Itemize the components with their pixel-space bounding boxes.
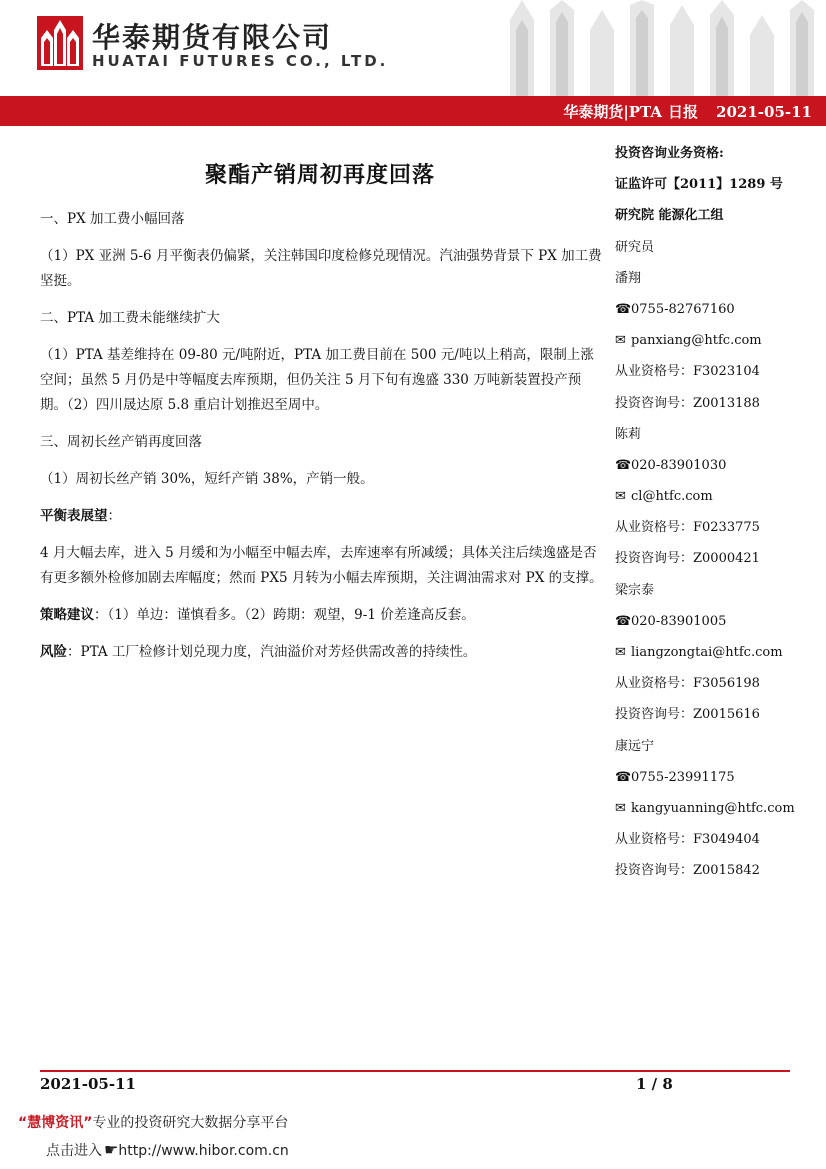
analyst-cert: 从业资格号：F0233775 xyxy=(615,520,760,536)
phone-number: 0755-82767160 xyxy=(631,301,735,317)
envelope-icon: ✉ xyxy=(615,800,626,816)
analyst-phone xyxy=(615,613,815,644)
section-3-paragraph: （1）周初长丝产销 30%，短纤产销 38%，产销一般。 xyxy=(40,471,374,487)
promo-text: 专业的投资研究大数据分享平台 xyxy=(92,1115,289,1131)
institute-name: 研究院 能源化工组 xyxy=(615,208,724,224)
article-body xyxy=(40,207,605,677)
balance-colon: ： xyxy=(107,508,121,524)
pointer-hand-icon: ☛ xyxy=(104,1140,119,1159)
email-link[interactable]: panxiang@htfc.com xyxy=(631,333,762,349)
qualification-title: 投资咨询业务资格: xyxy=(615,146,724,161)
section-1-paragraph: （1）PX 亚洲 5-6 月平衡表仍偏紧，关注韩国印度检修兑现情况。汽油强势背景下 PX 加工费坚挺。 xyxy=(40,248,602,289)
risk-text: ：PTA 工厂检修计划兑现力度，汽油溢价对芳烃供需改善的持续性。 xyxy=(67,644,477,660)
band-type: 日报 xyxy=(668,103,699,121)
footer-date: 2021-05-11 xyxy=(40,1075,136,1093)
analyst-phone xyxy=(615,769,815,800)
page-number: 1 / 8 xyxy=(636,1075,673,1093)
analyst-email[interactable] xyxy=(615,488,815,519)
phone-number: 0755-23991175 xyxy=(631,769,735,785)
report-band xyxy=(0,96,826,126)
phone-number: 020-83901030 xyxy=(631,457,727,473)
strategy-label: 策略建议 xyxy=(40,607,94,623)
section-2-heading: 二、PTA 加工费未能继续扩大 xyxy=(40,310,220,326)
promo-link-line[interactable] xyxy=(46,1140,289,1160)
strategy-text: ：（1）单边：谨慎看多。（2）跨期：观望，9-1 价差逢高反套。 xyxy=(94,607,475,623)
envelope-icon: ✉ xyxy=(615,489,626,505)
header-decoration-icon xyxy=(470,0,826,98)
email-link[interactable]: kangyuanning@htfc.com xyxy=(631,800,795,816)
email-link[interactable]: liangzongtai@htfc.com xyxy=(631,645,783,660)
company-name-en: HUATAI FUTURES CO., LTD. xyxy=(92,52,389,70)
analyst-email[interactable] xyxy=(615,800,815,831)
phone-icon: ☎ xyxy=(615,457,632,473)
strategy-paragraph xyxy=(40,603,605,628)
phone-number: 020-83901005 xyxy=(631,613,727,629)
promo-link-prefix: 点击进入 xyxy=(46,1143,102,1159)
page-header xyxy=(0,0,826,98)
balance-label: 平衡表展望 xyxy=(40,508,108,524)
sidebar xyxy=(615,145,815,894)
section-3-heading: 三、周初长丝产销再度回落 xyxy=(40,434,202,450)
band-brand: 华泰期货|PTA xyxy=(563,103,663,121)
phone-icon: ☎ xyxy=(615,613,632,629)
page-title: 聚酯产销周初再度回落 xyxy=(204,162,435,188)
email-link[interactable]: cl@htfc.com xyxy=(631,489,713,505)
company-name-cn: 华泰期货有限公司 xyxy=(92,21,333,54)
huatai-logo-icon xyxy=(37,16,83,70)
analyst-email[interactable] xyxy=(615,644,815,675)
section-1-heading: 一、PX 加工费小幅回落 xyxy=(40,211,185,227)
analyst-cert: 从业资格号：F3049404 xyxy=(615,832,760,848)
role-label: 研究员 xyxy=(615,239,655,255)
analyst-name: 潘翔 xyxy=(615,270,642,286)
analyst-consult: 投资咨询号：Z0000421 xyxy=(615,551,760,567)
analyst-phone xyxy=(615,301,815,332)
analyst-name: 陈莉 xyxy=(615,426,642,442)
section-2-paragraph: （1）PTA 基差维持在 09-80 元/吨附近，PTA 加工费目前在 500 元/吨以上稍高，限制上涨空间；虽然 5 月仍是中等幅度去库预期，但仍关注 5 月下旬有逸盛 330 万吨新装置投产预期。（2）四川晟达原 5.8 重启计划推迟至周中。 xyxy=(40,347,594,413)
analyst-consult: 投资咨询号：Z0015842 xyxy=(615,863,760,879)
band-date: 2021-05-11 xyxy=(716,103,812,121)
analyst-cert: 从业资格号：F3056198 xyxy=(615,676,760,692)
analyst-cert: 从业资格号：F3023104 xyxy=(615,364,760,380)
analyst-name: 梁宗泰 xyxy=(615,582,655,598)
balance-heading xyxy=(40,504,605,529)
promo-url-link[interactable]: http://www.hibor.com.cn xyxy=(118,1143,289,1159)
analyst-consult: 投资咨询号：Z0013188 xyxy=(615,395,760,411)
license-number: 证监许可【2011】1289 号 xyxy=(615,177,783,193)
phone-icon: ☎ xyxy=(615,301,632,317)
analyst-email[interactable] xyxy=(615,332,815,363)
analyst-consult: 投资咨询号：Z0015616 xyxy=(615,707,760,723)
envelope-icon: ✉ xyxy=(615,645,626,660)
promo-line xyxy=(18,1112,288,1132)
phone-icon: ☎ xyxy=(615,769,632,785)
analyst-name: 康远宁 xyxy=(615,738,655,754)
analyst-phone xyxy=(615,457,815,488)
promo-brand: “慧博资讯” xyxy=(18,1115,93,1131)
envelope-icon: ✉ xyxy=(615,333,626,349)
risk-paragraph xyxy=(40,640,605,665)
balance-paragraph: 4 月大幅去库，进入 5 月缓和为小幅至中幅去库，去库速率有所减缓；具体关注后续逸盛是否有更多额外检修加剧去库幅度；然而 PX5 月转为小幅去库预期，关注调油需求对 PX 的支撑。 xyxy=(40,545,603,586)
risk-label: 风险 xyxy=(40,644,67,660)
footer-divider xyxy=(40,1070,790,1072)
